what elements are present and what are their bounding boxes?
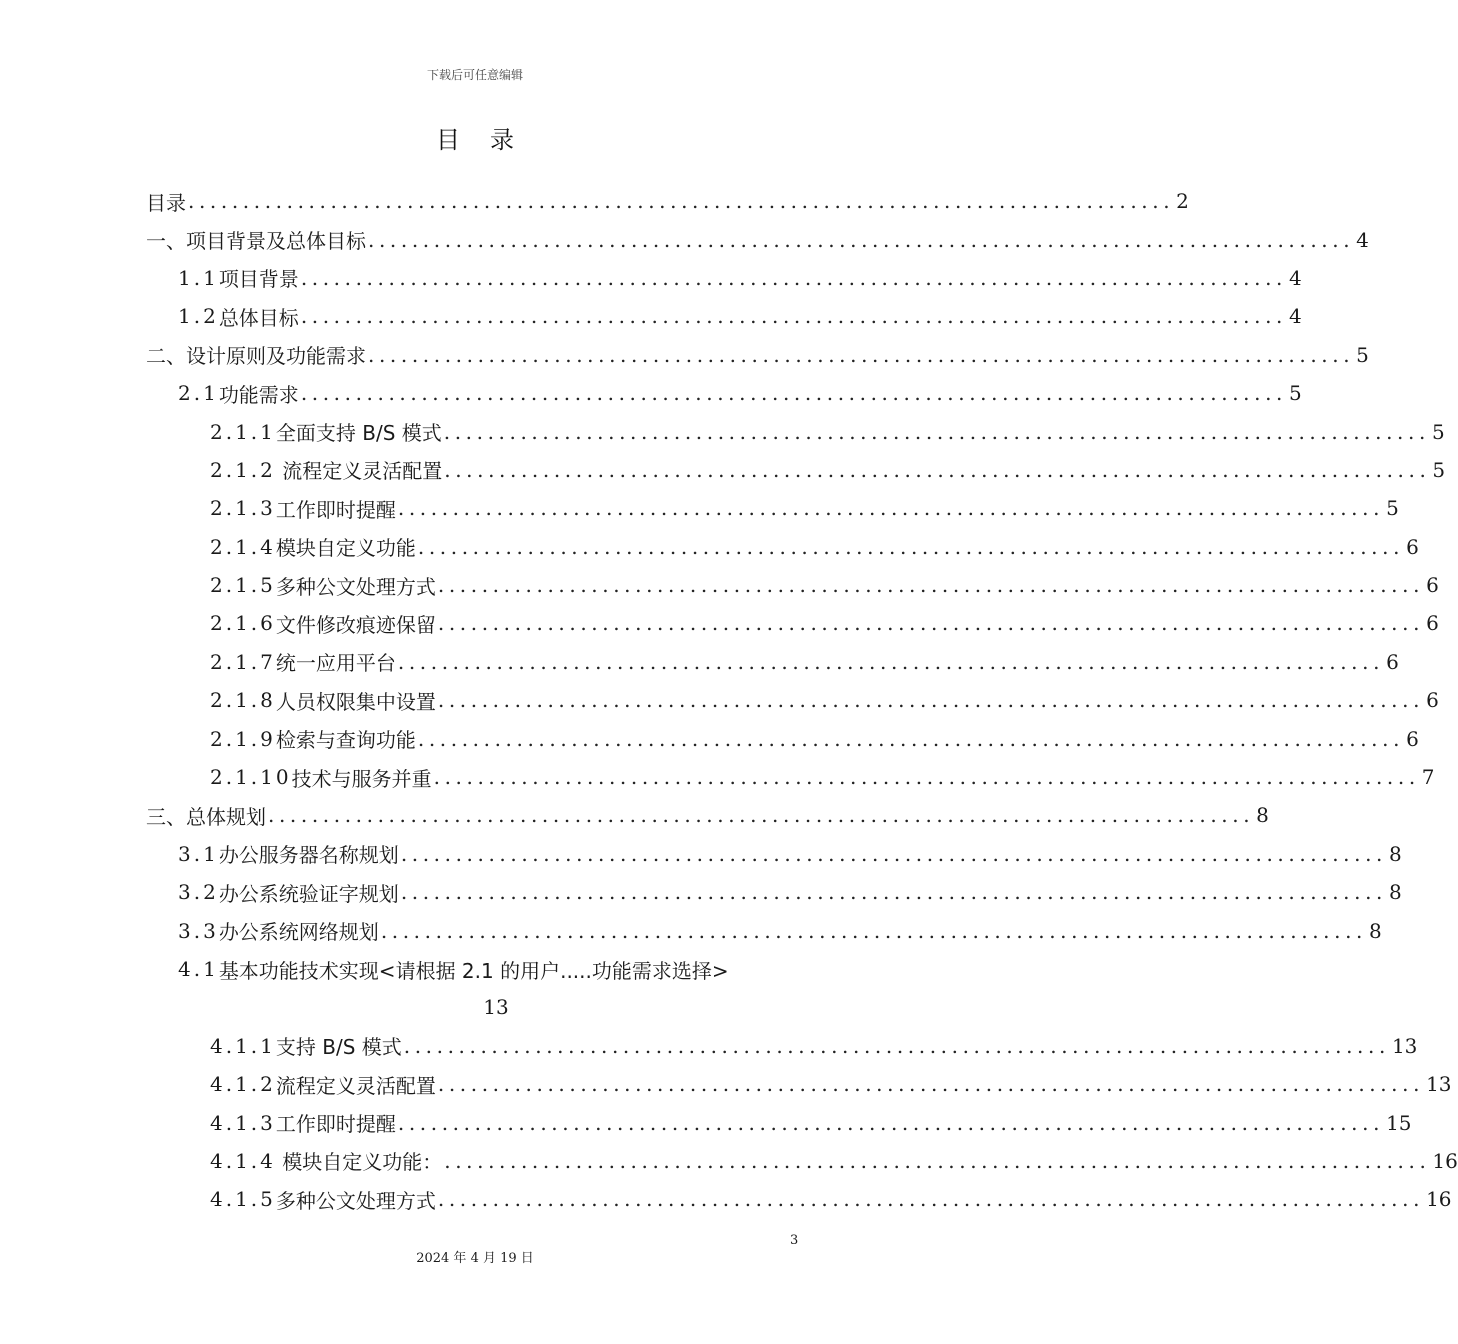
toc-entry-label: 流程定义灵活配置 [275, 459, 443, 484]
toc-leader-dots: .......................................................................................... [403, 1033, 1390, 1058]
toc-entry-page: 15 [1386, 1110, 1412, 1135]
toc-entry-number: 3.2 [178, 880, 219, 905]
toc-entry-page: 4 [1288, 304, 1302, 329]
toc-entry-label: 功能需求 [218, 382, 299, 407]
toc-entry[interactable] [146, 796, 1269, 834]
table-of-contents [146, 182, 1458, 1219]
toc-entry[interactable] [146, 528, 1419, 566]
toc-entry[interactable] [146, 412, 1445, 450]
toc-entry-label: 模块自定义功能 [275, 536, 416, 561]
toc-entry[interactable] [146, 489, 1399, 527]
toc-entry-number: 2.1.6 [210, 611, 276, 636]
toc-leader-dots: .......................................................................................... [443, 419, 1430, 444]
header-note: 下载后可任意编辑 [426, 68, 523, 82]
toc-entry-number: 2.1.2 [210, 457, 276, 482]
toc-entry-page: 6 [1406, 534, 1419, 559]
toc-leader-dots: .......................................................................................... [444, 1148, 1431, 1173]
toc-entry-label: 全面支持 B/S 模式 [275, 421, 442, 446]
toc-entry-label: 技术与服务并重 [291, 766, 432, 791]
toc-entry-number: 1.2 [178, 304, 219, 329]
toc-leader-dots: .......................................................................................... [444, 457, 1431, 482]
toc-entry-label: 项目背景及总体目标 [186, 229, 366, 254]
toc-entry-label: 办公系统网络规划 [218, 920, 379, 945]
toc-entry[interactable] [146, 1180, 1452, 1218]
toc-entry[interactable] [146, 1142, 1458, 1180]
toc-entry-label: 模块自定义功能： [275, 1150, 443, 1175]
toc-leader-dots: .......................................................................................... [437, 1072, 1425, 1097]
toc-entry[interactable] [146, 681, 1439, 719]
toc-leader-dots: .......................................................................................... [433, 765, 1420, 790]
toc-entry-number: 二、 [146, 344, 186, 369]
toc-entry-number: 4.1.1 [210, 1033, 276, 1058]
toc-leader-dots: .......................................................................................... [417, 534, 1405, 559]
toc-leader-dots: .......................................................................................... [437, 611, 1425, 636]
toc-entry[interactable] [146, 719, 1419, 757]
toc-entry[interactable] [146, 1103, 1412, 1141]
toc-entry-page: 4 [1356, 227, 1369, 252]
toc-entry-number: 4.1.2 [210, 1072, 276, 1097]
toc-entry-page: 8 [1388, 841, 1402, 866]
toc-title: 目录 [436, 126, 544, 154]
toc-leader-dots: .......................................................................................... [417, 726, 1405, 751]
toc-entry-page: 5 [1288, 381, 1302, 406]
toc-entry-page: 5 [1432, 457, 1446, 482]
toc-entry-page: 13 [1426, 1072, 1452, 1097]
toc-leader-dots: .......................................................................................... [300, 381, 1287, 406]
toc-entry[interactable] [146, 336, 1369, 374]
toc-leader-dots: .......................................................................................... [397, 496, 1385, 521]
toc-entry-label: 项目背景 [218, 267, 299, 292]
toc-entry-number: 一、 [146, 229, 186, 254]
toc-entry-label: 办公服务器名称规划 [218, 843, 399, 868]
toc-entry-page: 8 [1256, 803, 1269, 828]
toc-entry-page: 7 [1421, 765, 1435, 790]
toc-entry-page: 16 [1432, 1148, 1458, 1173]
toc-entry-page: 6 [1406, 726, 1419, 751]
toc-entry-number: 3.1 [178, 841, 219, 866]
toc-entry-number: 3.3 [178, 918, 219, 943]
toc-entry-page-wrapped: 13 [483, 995, 509, 1020]
toc-entry[interactable] [146, 374, 1302, 412]
toc-entry-label: 统一应用平台 [275, 651, 396, 676]
toc-entry[interactable] [146, 873, 1402, 911]
toc-entry-number: 2.1.5 [210, 573, 276, 598]
footer-date: 2024 年 4 月 19 日 [416, 1251, 534, 1266]
toc-entry-number: 1.1 [178, 265, 219, 290]
toc-entry-number: 4.1 [178, 957, 219, 981]
toc-entry-label: 人员权限集中设置 [275, 689, 436, 714]
toc-entry-label: 检索与查询功能 [275, 728, 416, 753]
toc-leader-dots: .......................................................................................... [397, 649, 1385, 674]
toc-entry-number: 三、 [146, 804, 186, 829]
toc-entry-number: 2.1.9 [210, 726, 276, 751]
toc-entry-page: 5 [1431, 419, 1445, 444]
toc-entry-label: 总体规划 [186, 804, 266, 829]
toc-entry-page: 6 [1426, 573, 1439, 598]
toc-entry-number: 4.1.4 [210, 1148, 276, 1173]
toc-entry-number: 4.1.5 [210, 1187, 276, 1212]
toc-leader-dots: .......................................................................................... [437, 573, 1425, 598]
toc-entry-number: 2.1.8 [210, 688, 276, 713]
toc-entry-page: 2 [1176, 189, 1189, 214]
toc-entry-page: 4 [1288, 265, 1302, 290]
toc-entry-label: 办公系统验证字规划 [218, 881, 399, 906]
toc-entry-label: 工作即时提醒 [275, 497, 396, 522]
toc-entry[interactable] [146, 604, 1439, 642]
toc-entry-page: 5 [1356, 342, 1369, 367]
toc-entry[interactable] [146, 451, 1446, 489]
toc-entry[interactable] [146, 758, 1435, 796]
toc-entry-page: 5 [1386, 496, 1399, 521]
toc-entry-number: 4.1.3 [210, 1110, 276, 1135]
toc-leader-dots: .......................................................................................... [300, 304, 1287, 329]
toc-entry-label: 设计原则及功能需求 [186, 344, 366, 369]
toc-entry[interactable] [146, 835, 1402, 873]
toc-entry[interactable] [146, 1065, 1452, 1103]
toc-entry-page: 8 [1388, 880, 1402, 905]
toc-entry-page: 16 [1426, 1187, 1452, 1212]
toc-entry[interactable] [146, 297, 1302, 335]
toc-leader-dots: .......................................................................................... [380, 918, 1367, 943]
toc-leader-dots: .......................................................................................... [437, 1187, 1425, 1212]
toc-entry-number: 2.1.3 [210, 496, 276, 521]
toc-entry[interactable] [146, 182, 1189, 220]
toc-entry[interactable] [146, 643, 1399, 681]
toc-entry-number: 2.1.4 [210, 534, 276, 559]
toc-entry-label: 文件修改痕迹保留 [275, 612, 436, 637]
toc-leader-dots: .......................................................................................... [368, 227, 1355, 252]
toc-entry-page: 6 [1386, 649, 1399, 674]
toc-entry-label: 多种公文处理方式 [275, 1188, 436, 1213]
toc-entry-label: 工作即时提醒 [275, 1112, 396, 1137]
toc-entry-number: 目 [146, 190, 166, 215]
toc-entry[interactable] [146, 259, 1302, 297]
toc-entry[interactable] [146, 566, 1439, 604]
toc-entry-page: 8 [1368, 918, 1382, 943]
toc-leader-dots: .......................................................................................... [397, 1110, 1385, 1135]
toc-entry-label: 支持 B/S 模式 [275, 1035, 402, 1060]
toc-entry-label: 录 [166, 190, 186, 215]
toc-leader-dots: .......................................................................................... [300, 265, 1287, 290]
toc-entry[interactable] [146, 911, 1382, 949]
toc-leader-dots: .......................................................................................... [368, 342, 1355, 367]
page-number: 3 [790, 1233, 799, 1248]
toc-entry-label: 多种公文处理方式 [275, 574, 436, 599]
toc-entry-number: 2.1.10 [210, 765, 292, 790]
toc-entry-number: 2.1.1 [210, 419, 276, 444]
toc-leader-dots: .......................................................................................... [400, 841, 1387, 866]
toc-entry-number: 2.1 [178, 381, 219, 406]
toc-entry-page: 6 [1426, 611, 1439, 636]
toc-entry-page: 13 [1391, 1033, 1418, 1058]
toc-entry-label: 基本功能技术实现<请根据 2.1 的用户.....功能需求选择> [218, 958, 729, 983]
toc-entry-number: 2.1.7 [210, 649, 276, 674]
toc-entry-page: 6 [1426, 688, 1439, 713]
toc-entry[interactable] [146, 220, 1369, 258]
toc-entry-label: 流程定义灵活配置 [275, 1073, 436, 1098]
toc-leader-dots: .......................................................................................... [437, 688, 1425, 713]
toc-entry[interactable] [146, 1027, 1418, 1065]
toc-entry-label: 总体目标 [218, 305, 299, 330]
toc-entry-wrapped[interactable] [146, 950, 806, 988]
toc-leader-dots: .......................................................................................... [400, 880, 1387, 905]
toc-leader-dots: .......................................................................................... [268, 803, 1255, 828]
toc-leader-dots: .......................................................................................... [188, 189, 1175, 214]
